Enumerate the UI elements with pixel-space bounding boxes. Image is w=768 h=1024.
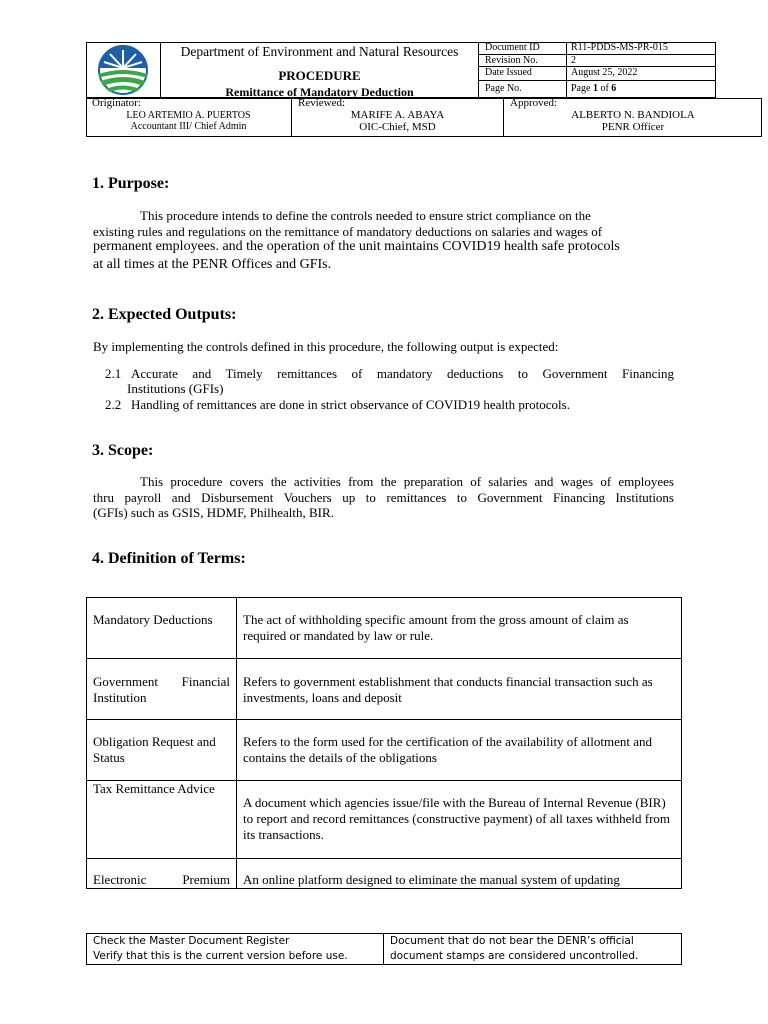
term-cell: Electronic Premium	[87, 859, 237, 889]
outputs-intro: By implementing the controls defined in this procedure, the following output is expected:	[93, 339, 559, 354]
term-cell: Mandatory Deductions	[87, 598, 237, 659]
purpose-line-4: at all times at the PENR Offices and GFIs.	[93, 257, 332, 272]
approver-name: ALBERTO N. BANDIOLA	[571, 109, 695, 121]
definition-cell: The act of withholding specific amount from the gross amount of claim as required or mandated by law or rule.	[237, 598, 682, 659]
denr-logo-icon	[86, 42, 161, 98]
table-row	[87, 781, 682, 859]
scope-line-1: This procedure covers the activities from the preparation of salaries and wages of employees	[140, 474, 674, 489]
meta-row-date-issued: Date Issued August 25, 2022	[479, 67, 716, 81]
footer-left	[87, 934, 384, 964]
term-cell: Tax Remittance Advice	[87, 781, 237, 859]
definition-cell: Refers to the form used for the certification of the availability of allotment and contains the details of the obligations	[237, 720, 682, 781]
approved-label: Approved:	[510, 97, 558, 109]
outputs-heading: 2. Expected Outputs:	[92, 306, 237, 323]
purpose-heading: 1. Purpose:	[92, 175, 170, 192]
meta-row-revision: Revision No. 2	[479, 55, 716, 67]
definition-cell: Refers to government establishment that conducts financial transaction such as investments, loans and deposit	[237, 659, 682, 720]
document-footer	[86, 933, 682, 965]
reviewer-title: OIC-Chief, MSD	[359, 121, 436, 133]
footer-left-line1: Check the Master Document Register	[93, 935, 290, 947]
term-cell: Obligation Request and Status	[87, 720, 237, 781]
scope-heading: 3. Scope:	[92, 442, 154, 459]
output-item-2-num: 2.2	[105, 397, 122, 412]
reviewed-cell	[292, 98, 504, 137]
approver-title: PENR Officer	[601, 121, 665, 133]
header-title-cell	[161, 42, 479, 98]
denr-logo-cell	[86, 42, 161, 98]
table-row	[87, 659, 682, 720]
output-item-2-line1: Handling of remittances are done in strict observance of COVID19 health protocols.	[131, 397, 570, 412]
footer-right-line1: Document that do not bear the DENR’s official	[390, 935, 634, 947]
purpose-line-3: permanent employees. and the operation of the unit maintains COVID19 health safe protocols	[93, 239, 620, 254]
originator-label: Originator:	[92, 97, 141, 109]
definitions-table	[86, 597, 682, 889]
output-item-1-line2: Institutions (GFIs)	[127, 381, 224, 396]
scope-line-2: thru payroll and Disbursement Vouchers up to remittances to Government Financing Institutions	[93, 490, 674, 505]
table-row	[87, 598, 682, 659]
footer-right-line2: document stamps are considered uncontrolled.	[390, 950, 639, 962]
output-item-1-num: 2.1	[105, 366, 122, 381]
originator-cell	[86, 98, 292, 137]
purpose-line-1: This procedure intends to define the controls needed to ensure strict compliance on the	[140, 208, 591, 223]
term-cell: Government Financial Institution	[87, 659, 237, 720]
department-name: Department of Environment and Natural Resources	[180, 44, 459, 59]
doc-type: PROCEDURE	[278, 68, 361, 83]
reviewer-name: MARIFE A. ABAYA	[350, 109, 445, 121]
originator-title: Accountant III/ Chief Admin	[130, 121, 247, 132]
reviewed-label: Reviewed:	[298, 97, 346, 109]
originator-name: LEO ARTEMIO A. PUERTOS	[126, 110, 251, 121]
meta-row-page-no: Page No. Page 1 of 6	[479, 81, 716, 98]
footer-right	[384, 934, 681, 964]
purpose-line-2: existing rules and regulations on the remittance of mandatory deductions on salaries and wages of	[93, 224, 603, 239]
definition-cell: A document which agencies issue/file with the Bureau of Internal Revenue (BIR) to report and record remittances (constructive payment) of all taxes withheld from its transactions.	[237, 781, 682, 859]
definition-cell: An online platform designed to eliminate the manual system of updating	[237, 859, 682, 889]
definitions-heading: 4. Definition of Terms:	[92, 550, 246, 567]
meta-row-doc-id: Document ID R11-PDDS-MS-PR-015	[479, 42, 716, 55]
footer-left-line2: Verify that this is the current version before use.	[93, 950, 348, 962]
table-row	[87, 859, 682, 889]
output-item-1-line1: Accurate and Timely remittances of mandatory deductions to Government Financing	[131, 366, 674, 381]
approved-cell	[504, 98, 762, 137]
scope-line-3: (GFIs) such as GSIS, HDMF, Philhealth, BIR.	[93, 505, 334, 520]
doc-title: Remittance of Mandatory Deduction	[225, 85, 414, 99]
table-row	[87, 720, 682, 781]
